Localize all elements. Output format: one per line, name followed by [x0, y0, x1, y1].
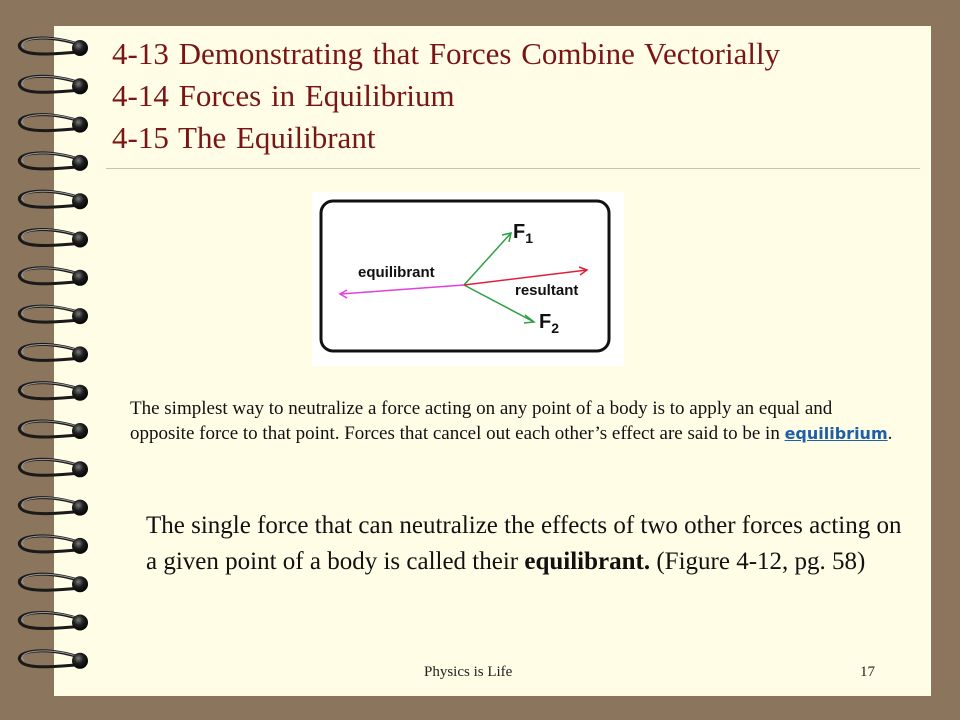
equilibrant-text: The single force that can neutralize the effects of two other forces acting on a given point of a body is called their	[146, 512, 902, 575]
vector-diagram	[312, 192, 624, 366]
binding-ring	[19, 383, 88, 401]
equilibrant-term: equilibrant.	[524, 548, 651, 575]
binding-ring	[19, 306, 88, 324]
f1-label: F	[513, 221, 526, 243]
binding-ring	[19, 191, 88, 209]
slide-title-line-3: 4-15 The Equilibrant	[112, 120, 376, 155]
slide-title-line-1: 4-13 Demonstrating that Forces Combine Vectorially	[112, 36, 781, 71]
page-number: 17	[860, 664, 875, 680]
binding-ring	[19, 421, 88, 439]
f2-subscript: 2	[551, 320, 560, 336]
f2-label: F	[539, 311, 552, 333]
binding-ring	[19, 268, 88, 286]
binding-ring	[19, 498, 88, 516]
binding-ring	[19, 344, 88, 362]
binding-ring	[19, 651, 88, 669]
equilibrium-text: The simplest way to neutralize a force acting on any point of a body is to apply an equal and opposite force to that point. Forces that cancel out each other’s effect are said to be in	[130, 398, 833, 444]
binding-ring	[19, 153, 88, 171]
binding-ring	[19, 536, 88, 554]
resultant-label: resultant	[515, 282, 579, 299]
equilibrium-paragraph	[130, 397, 900, 446]
f1-subscript: 1	[525, 230, 534, 246]
equilibrant-paragraph	[146, 508, 906, 580]
figure-reference: (Figure 4-12, pg. 58)	[650, 548, 866, 575]
binding-ring	[19, 459, 88, 477]
equilibrant-figure	[312, 192, 624, 366]
equilibrium-link[interactable]: equilibrium	[784, 423, 888, 443]
equilibrant-label: equilibrant	[358, 264, 435, 281]
binding-ring	[19, 229, 88, 247]
title-divider	[106, 168, 920, 169]
binding-ring	[19, 115, 88, 133]
spiral-binding	[0, 0, 110, 720]
binding-ring	[19, 38, 88, 56]
footer-title: Physics is Life	[424, 664, 513, 680]
binding-ring	[19, 612, 88, 630]
binding-ring	[19, 574, 88, 592]
equilibrium-period: .	[887, 422, 893, 444]
binding-ring	[19, 76, 88, 94]
slide-title-line-2: 4-14 Forces in Equilibrium	[112, 78, 455, 113]
